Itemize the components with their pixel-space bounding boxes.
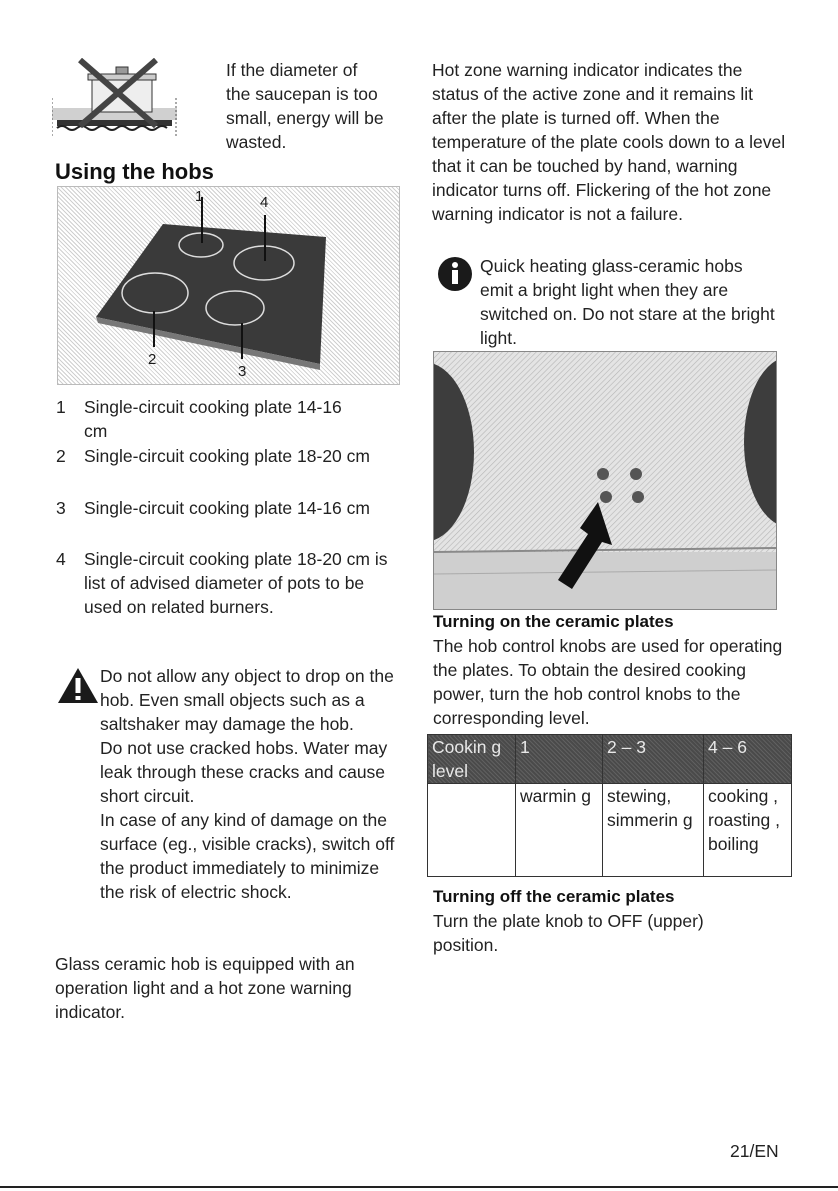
figure-label-1: 1 bbox=[195, 188, 204, 205]
warning-triangle-icon bbox=[57, 667, 99, 705]
table-header-row bbox=[428, 735, 792, 784]
section-title: Using the hobs bbox=[55, 159, 214, 184]
table-cell: stewing, simmerin g bbox=[603, 784, 704, 877]
table-header-cell: Cookin g level bbox=[428, 735, 516, 784]
table-cell: warmin g bbox=[516, 784, 603, 877]
figure-label-2: 2 bbox=[148, 351, 157, 368]
cooking-level-table bbox=[427, 734, 792, 877]
table-cell bbox=[428, 784, 516, 877]
info-note: Quick heating glass-ceramic hobs emit a bright light when they are switched on. Do not stare at the bright light. bbox=[480, 256, 775, 348]
figure-label-4: 4 bbox=[260, 194, 269, 211]
table-cell: cooking , roasting , boiling bbox=[704, 784, 792, 877]
table-header-cell: 4 – 6 bbox=[704, 735, 792, 784]
pan-size-note: If the diameter of the saucepan is too small, energy will be wasted. bbox=[226, 60, 384, 152]
list-item: 4 Single-circuit cooking plate 18-20 cm is list of advised diameter of pots to be used on related burners. bbox=[56, 549, 388, 617]
small-pan-illustration bbox=[52, 58, 182, 138]
list-item: 3 Single-circuit cooking plate 14-16 cm bbox=[56, 498, 370, 518]
table-header-cell: 1 bbox=[516, 735, 603, 784]
hob-indicator-photo bbox=[433, 351, 777, 610]
turn-off-text: Turn the plate knob to OFF (upper) position. bbox=[433, 911, 704, 955]
table-header-cell: 2 – 3 bbox=[603, 735, 704, 784]
turn-off-heading: Turning off the ceramic plates bbox=[433, 887, 675, 906]
warning-text: Do not allow any object to drop on the hob. Even small objects such as a saltshaker may damage the hob. Do not use cracked hobs. Water may leak through these cracks and cause short circuit. In case of any kind of damage on the surface (eg., visible cracks), switch off the product immediately to minimize the risk of electric shock. bbox=[100, 666, 395, 902]
turn-on-heading: Turning on the ceramic plates bbox=[433, 612, 674, 631]
list-item: 2 Single-circuit cooking plate 18-20 cm bbox=[56, 446, 370, 466]
indicator-note: Glass ceramic hob is equipped with an operation light and a hot zone warning indicator. bbox=[55, 954, 355, 1022]
turn-on-text: The hob control knobs are used for operating the plates. To obtain the desired cooking power, turn the hob control knobs to the corresponding level. bbox=[433, 636, 783, 728]
list-item: 1 Single-circuit cooking plate 14-16 cm bbox=[56, 397, 342, 441]
hob-figure bbox=[57, 186, 400, 385]
figure-label-3: 3 bbox=[238, 363, 247, 380]
table-row bbox=[428, 784, 792, 877]
hot-zone-paragraph: Hot zone warning indicator indicates the status of the active zone and it remains lit after the plate is turned off. When the temperature of the plate cools down to a level that it can be touched by hand, warning indicator turns off. Flickering of the hot zone warning indicator is not a failure. bbox=[432, 60, 786, 224]
page-number: 21/EN bbox=[730, 1141, 779, 1161]
footer-divider bbox=[0, 1186, 838, 1188]
info-icon bbox=[437, 256, 473, 292]
